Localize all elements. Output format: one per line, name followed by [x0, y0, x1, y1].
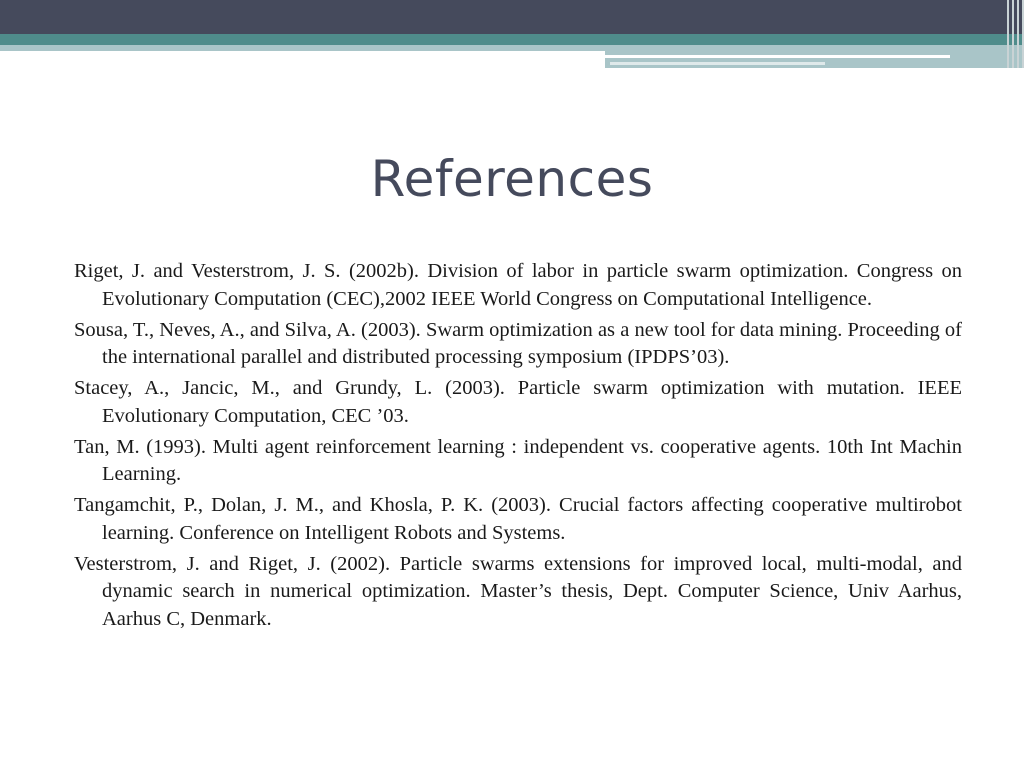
header-band-light [0, 45, 605, 51]
reference-item: Stacey, A., Jancic, M., and Grundy, L. (2003). Particle swarm optimization with mutation. IEEE Evolutionary Computation, CEC ’03. [74, 377, 962, 427]
reference-item: Sousa, T., Neves, A., and Silva, A. (2003). Swarm optimization as a new tool for data mining. Proceeding of the international parallel and distributed processing symposium (IPDPS’03). [74, 318, 962, 368]
reference-item: Riget, J. and Vesterstrom, J. S. (2002b). Division of labor in particle swarm optimization. Congress on Evolutionary Computation (CEC),2002 IEEE World Congress on Computational Intelligence. [74, 260, 962, 310]
header-accent-line [605, 55, 950, 58]
reference-item: Vesterstrom, J. and Riget, J. (2002). Particle swarms extensions for improved local, multi-modal, and dynamic search in numerical optimization. Master’s thesis, Dept. Computer Science, Univ Aarhus, Aarhus C, Denmark. [74, 552, 962, 630]
header-band-dark [0, 0, 1024, 34]
references-list [74, 258, 962, 637]
reference-item: Tangamchit, P., Dolan, J. M., and Khosla, P. K. (2003). Crucial factors affecting cooperative multirobot learning. Conference on Intelligent Robots and Systems. [74, 494, 962, 544]
header-stripes [996, 0, 1024, 68]
slide-title: References [370, 150, 654, 208]
reference-item: Tan, M. (1993). Multi agent reinforcement learning : independent vs. cooperative agents. 10th Int Machin Learning. [74, 435, 962, 485]
header-band-teal [0, 34, 1024, 45]
header-accent-line-secondary [610, 62, 825, 65]
